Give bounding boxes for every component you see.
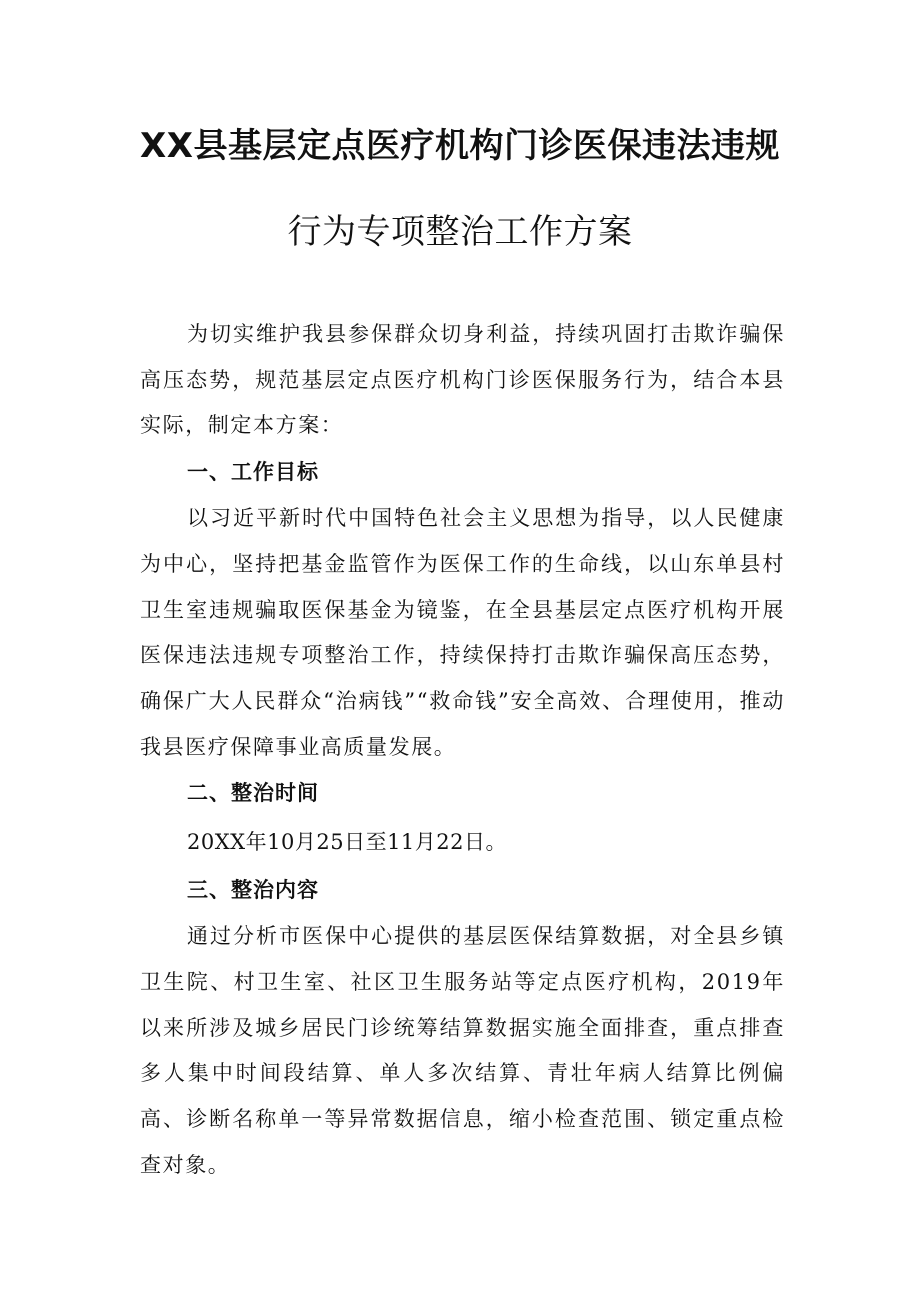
section-body-goals: 以习近平新时代中国特色社会主义思想为指导，以人民健康为中心，坚持把基金监管作为医保工作的生命线，以山东单县村卫生室违规骗取医保基金为镜鉴，在全县基层定点医疗机构开展医保违法违规专项整治工作，持续保持打击欺诈骗保高压态势，确保广大人民群众“治病钱”“救命钱”安全高效、合理使用，推动我县医疗保障事业高质量发展。 xyxy=(140,506,785,759)
section-body-content: 通过分析市医保中心提供的基层医保结算数据，对全县乡镇卫生院、村卫生室、社区卫生服务站等定点医疗机构，2019年以来所涉及城乡居民门诊统筹结算数据实施全面排查，重点排查多人集中时间段结算、单人多次结算、青壮年病人结算比例偏高、诊断名称单一等异常数据信息，缩小检查范围、锁定重点检查对象。 xyxy=(140,924,785,1177)
document-title-line-1: XX县基层定点医疗机构门诊医保违法违规 xyxy=(140,126,780,166)
intro-paragraph: 为切实维护我县参保群众切身利益，持续巩固打击欺诈骗保高压态势，规范基层定点医疗机构门诊医保服务行为，结合本县实际，制定本方案： xyxy=(140,322,785,438)
section-heading-content: 三、整治内容 xyxy=(187,878,319,903)
section-heading-time: 二、整治时间 xyxy=(187,781,319,806)
document-title-line-2: 行为专项整治工作方案 xyxy=(287,212,633,252)
document-body xyxy=(140,312,785,1189)
section-heading-goals: 一、工作目标 xyxy=(187,460,319,485)
section-body-time: 20XX年10月25日至11月22日。 xyxy=(187,830,508,855)
